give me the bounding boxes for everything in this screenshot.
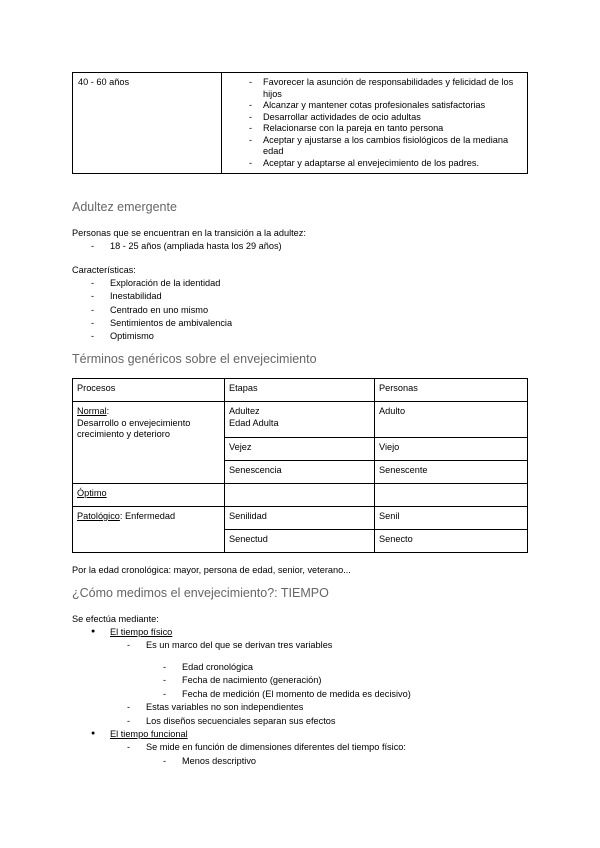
persona-cell: Senescente xyxy=(375,461,528,484)
normal-desc: Desarrollo o envejecimiento crecimiento y deterioro xyxy=(77,417,191,439)
section-heading-adultez: Adultez emergente xyxy=(72,200,177,214)
table-row xyxy=(73,73,528,174)
list-item: - Se mide en función de dimensiones diferentes del tiempo físico: xyxy=(146,741,406,753)
etapa-cell: Vejez xyxy=(225,438,375,461)
list-item: - Favorecer la asunción de responsabilidades y felicidad de los hijos xyxy=(227,77,522,100)
section-heading-medimos: ¿Cómo medimos el envejecimiento?: TIEMPO xyxy=(72,586,329,600)
table-header-row xyxy=(73,379,528,402)
normal-cell: Normal: Desarrollo o envejecimiento crecimiento y deterioro xyxy=(73,402,225,484)
list-item: - Los diseños secuenciales separan sus efectos xyxy=(146,715,335,727)
list-item: - Aceptar y ajustarse a los cambios fisiológicos de la mediana edad xyxy=(227,135,522,158)
list-item: - Exploración de la identidad xyxy=(110,277,220,289)
optimo-label: Óptimo xyxy=(77,488,107,498)
list-item: - Inestabilidad xyxy=(110,290,162,302)
list-item: - Optimismo xyxy=(110,330,154,342)
persona-cell: Senecto xyxy=(375,530,528,553)
persona-cell: Senil xyxy=(375,507,528,530)
table-row xyxy=(73,402,528,438)
list-item: - Fecha de nacimiento (generación) xyxy=(182,674,321,686)
developmental-tasks-table xyxy=(72,72,528,174)
list-item: - Fecha de medición (El momento de medida es decisivo) xyxy=(182,688,411,700)
list-item: - Alcanzar y mantener cotas profesionales satisfactorias xyxy=(227,100,522,112)
etapa-edad-adulta: Edad Adulta xyxy=(229,417,279,428)
list-item: - 18 - 25 años (ampliada hasta los 29 años) xyxy=(110,240,282,252)
list-item: - Estas variables no son independientes xyxy=(146,701,303,713)
adultez-intro: Personas que se encuentran en la transición a la adultez: xyxy=(72,228,306,238)
etapa-cell: Senectud xyxy=(225,530,375,553)
characteristics-label: Características: xyxy=(72,265,136,275)
list-item: - Centrado en uno mismo xyxy=(110,304,208,316)
list-item: - Edad cronológica xyxy=(182,661,253,673)
table-row xyxy=(73,484,528,507)
patologico-desc: : Enfermedad xyxy=(119,511,176,521)
list-item: - Menos descriptivo xyxy=(182,755,256,767)
medimos-intro: Se efectúa mediante: xyxy=(72,614,159,624)
tasks-cell xyxy=(222,73,528,174)
header-personas: Personas xyxy=(375,379,528,402)
etapa-cell xyxy=(225,402,375,438)
etapa-cell xyxy=(225,484,375,507)
list-item: - Es un marco del que se derivan tres variables xyxy=(146,639,332,651)
normal-label: Normal xyxy=(77,406,107,416)
header-etapas: Etapas xyxy=(225,379,375,402)
age-cell: 40 - 60 años xyxy=(73,73,222,174)
list-item: - Relacionarse con la pareja en tanto persona xyxy=(227,123,522,135)
list-item: - Desarrollar actividades de ocio adultas xyxy=(227,112,522,124)
etapa-adultez: Adultez xyxy=(229,406,260,416)
section-heading-terminos: Términos genéricos sobre el envejecimiento xyxy=(72,352,317,366)
list-item: - Aceptar y adaptarse al envejecimiento de los padres. xyxy=(227,158,522,170)
bullet-tiempo-funcional: ● El tiempo funcional xyxy=(110,728,188,740)
persona-cell xyxy=(375,484,528,507)
bullet-tiempo-fisico: ● El tiempo físico xyxy=(110,626,172,638)
optimo-cell xyxy=(73,484,225,507)
terms-table xyxy=(72,378,528,553)
table-row xyxy=(73,507,528,530)
etapa-cell: Senilidad xyxy=(225,507,375,530)
persona-cell: Viejo xyxy=(375,438,528,461)
patologico-cell xyxy=(73,507,225,553)
etapa-cell: Senescencia xyxy=(225,461,375,484)
patologico-label: Patológico xyxy=(77,511,120,521)
header-procesos: Procesos xyxy=(73,379,225,402)
list-item: - Sentimientos de ambivalencia xyxy=(110,317,232,329)
persona-cell: Adulto xyxy=(375,402,528,438)
chronological-note: Por la edad cronológica: mayor, persona de edad, senior, veterano... xyxy=(72,565,351,575)
